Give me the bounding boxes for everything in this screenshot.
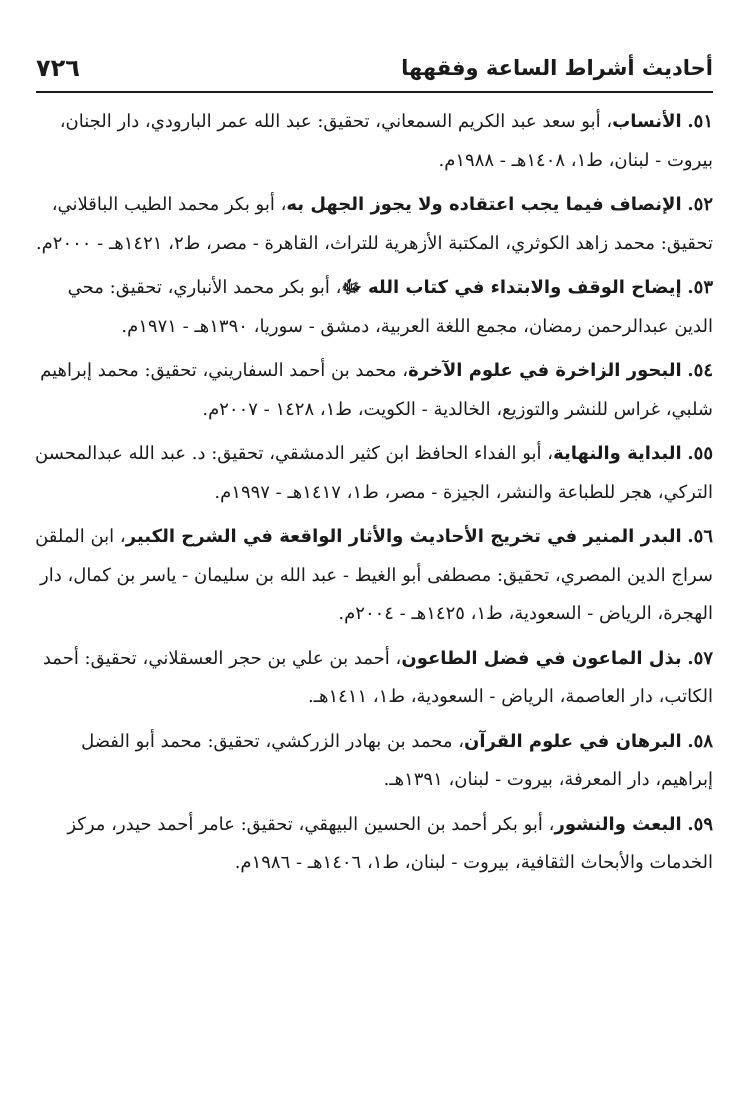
bibliography-entry [30, 435, 713, 512]
bibliography-list [30, 103, 713, 889]
entry-title: الأنساب [612, 111, 682, 132]
entry-title: بذل الماعون في فضل الطاعون [401, 647, 682, 669]
bibliography-entry [30, 103, 713, 180]
entry-details: ، محمد بن أحمد السفاريني، تحقيق: محمد إبراهيم شلبي، غراس للنشر والتوزيع، الخالدية - الكويت، ط١، ١٤٢٨ - ٢٠٠٧م. [40, 360, 713, 420]
entry-details: ، أبو الفداء الحافظ ابن كثير الدمشقي، تحقيق: د. عبد الله عبدالمحسن التركي، هجر للطباعة والنشر، الجيزة - مصر، ط١، ١٤١٧هـ - ١٩٩٧م. [35, 443, 713, 503]
entry-number: ٥٤. [687, 360, 713, 381]
entry-number: ٥٧. [687, 647, 713, 669]
entry-number: ٥٩. [687, 813, 713, 835]
entry-title: البرهان في علوم القرآن [464, 730, 682, 752]
entry-details: ، أبو بكر محمد الطيب الباقلاني، تحقيق: محمد زاهد الكوثري، المكتبة الأزهرية للتراث، القاهرة - مصر، ط٢، ١٤٢١هـ - ٢٠٠٠م. [35, 194, 713, 254]
entry-number: ٥٢. [687, 194, 713, 215]
entry-details: ، أبو سعد عبد الكريم السمعاني، تحقيق: عبد الله عمر البارودي، دار الجنان، بيروت - لبنان، ط١، ١٤٠٨هـ - ١٩٨٨م. [59, 111, 713, 171]
bibliography-entry [30, 352, 713, 429]
entry-title: الإنصاف فيما يجب اعتقاده ولا يجوز الجهل به [286, 194, 682, 215]
bibliography-entry [30, 723, 713, 800]
entry-number: ٥٦. [687, 526, 713, 547]
entry-details: ، ابن الملقن سراج الدين المصري، تحقيق: مصطفى أبو الغيط - عبد الله بن سليمان - ياسر بن كمال، دار الهجرة، الرياض - السعودية، ط١، ١٤٢٥هـ - ٢٠٠٤م. [35, 526, 713, 624]
entry-details: ، أبو بكر أحمد بن الحسين البيهقي، تحقيق: عامر أحمد حيدر، مركز الخدمات والأبحاث الثقافية، بيروت - لبنان، ط١، ١٤٠٦هـ - ١٩٨٦م. [67, 813, 713, 873]
running-title: أحاديث أشراط الساعة وفقهها [401, 56, 713, 80]
entry-title: البداية والنهاية [553, 443, 682, 464]
entry-number: ٥٣. [687, 277, 713, 298]
entry-details: ، أبو بكر محمد الأنباري، تحقيق: محي الدين عبدالرحمن رمضان، مجمع اللغة العربية، دمشق - سوريا، ١٣٩٠هـ - ١٩٧١م. [67, 277, 713, 337]
bibliography-entry [30, 518, 713, 634]
bibliography-entry [30, 640, 713, 717]
bibliography-entry [30, 806, 713, 883]
bibliography-entry [30, 186, 713, 263]
header-rule [36, 91, 713, 93]
entry-title: البحور الزاخرة في علوم الآخرة [408, 360, 682, 381]
bibliography-entry [30, 269, 713, 346]
page-header [36, 44, 713, 90]
entry-details: ، محمد بن بهادر الزركشي، تحقيق: محمد أبو الفضل إبراهيم، دار المعرفة، بيروت - لبنان، ١٣٩١هـ. [81, 730, 713, 790]
entry-details: ، أحمد بن علي بن حجر العسقلاني، تحقيق: أحمد الكاتب، دار العاصمة، الرياض - السعودية، ط١، ١٤١١هـ. [42, 647, 713, 707]
entry-title: إيضاح الوقف والابتداء في كتاب الله ﷻ [341, 277, 682, 298]
entry-number: ٥٥. [687, 443, 713, 464]
entry-number: ٥١. [687, 111, 713, 132]
entry-title: البدر المنير في تخريج الأحاديث والأثار الواقعة في الشرح الكبير [125, 526, 682, 547]
entry-number: ٥٨. [687, 730, 713, 752]
entry-title: البعث والنشور [554, 813, 682, 835]
page-number: ٧٢٦ [36, 54, 80, 82]
